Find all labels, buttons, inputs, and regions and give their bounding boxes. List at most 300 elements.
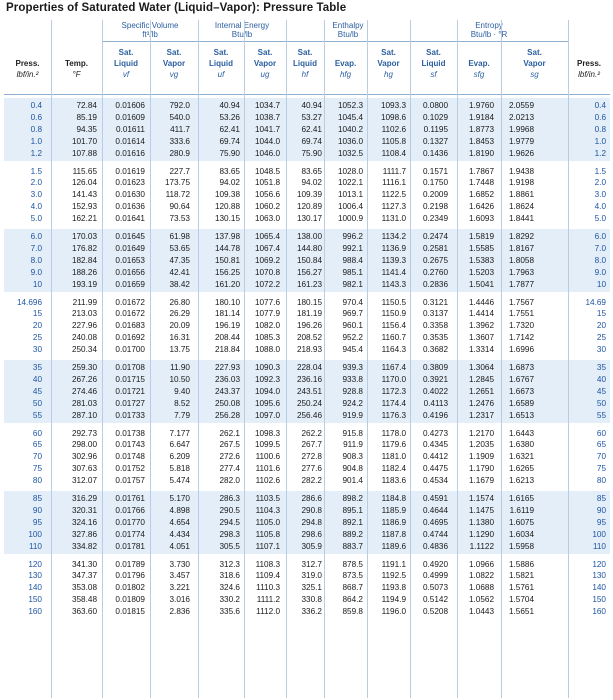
table-cell: 55 <box>596 410 606 420</box>
table-cell: 1.5704 <box>508 595 534 605</box>
table-cell: 1105.0 <box>255 517 280 527</box>
table-cell: 1.2 <box>594 148 606 158</box>
table-cell: 182.84 <box>71 255 97 265</box>
table-cell: 0.1571 <box>422 166 448 176</box>
table-cell: 0.01715 <box>115 374 145 384</box>
table-cell: 1.9184 <box>468 112 494 122</box>
table-row <box>4 112 610 123</box>
column-header-line: lbf/in.² <box>16 70 39 79</box>
table-cell: 0.1195 <box>423 124 448 134</box>
table-cell: 0.8 <box>30 124 42 134</box>
table-cell: 240.08 <box>71 333 97 343</box>
table-cell: 16.31 <box>169 333 190 343</box>
table-cell: 1111.7 <box>382 166 406 176</box>
column-header-line: hg <box>384 70 393 79</box>
table-cell: 1104.3 <box>255 505 280 515</box>
table-cell: 227.93 <box>214 363 240 372</box>
table-cell: 83.65 <box>219 166 240 176</box>
column-header-line: Temp. <box>65 59 88 68</box>
table-cell: 161.20 <box>214 279 240 289</box>
table-cell: 138.00 <box>296 232 322 241</box>
table-cell: 0.01611 <box>116 124 145 134</box>
table-cell: 1.7867 <box>468 166 494 176</box>
table-row <box>4 582 610 593</box>
table-cell: 1105.8 <box>255 529 280 539</box>
table-cell: 0.8 <box>594 124 606 134</box>
table-cell: 969.7 <box>342 309 363 319</box>
table-cell: 83.65 <box>301 166 322 176</box>
table-cell: 160 <box>592 607 606 617</box>
table-cell: 150.81 <box>214 255 240 265</box>
table-cell: 2.0213 <box>508 112 534 122</box>
table-cell: 1.0966 <box>468 559 494 569</box>
table-cell: 0.3137 <box>422 309 448 319</box>
table-cell: 1.5819 <box>468 232 494 241</box>
table-cell: 286.6 <box>301 494 322 503</box>
table-cell: 90 <box>596 505 606 515</box>
table-cell: 1093.3 <box>380 101 406 110</box>
table-cell: 1194.9 <box>381 595 406 605</box>
table-cell: 181.19 <box>296 309 322 319</box>
table-cell: 1.9968 <box>508 124 534 134</box>
column-header-line: Vapor <box>377 59 400 68</box>
table-cell: 1122.5 <box>381 190 406 200</box>
table-cell: 0.01683 <box>115 321 145 331</box>
table-cell: 62.41 <box>301 124 322 134</box>
table-cell: 1.8292 <box>508 232 534 241</box>
column-header-line: Evap. <box>468 59 490 68</box>
table-cell: 228.04 <box>296 363 322 372</box>
table-cell: 0.4 <box>594 101 606 110</box>
table-cell: 6.209 <box>169 452 190 462</box>
table-cell: 901.4 <box>342 476 363 486</box>
table-cell: 0.01645 <box>115 232 145 241</box>
table-cell: 1.8190 <box>468 148 494 158</box>
column-header-line: vf <box>122 70 130 79</box>
table-cell: 1044.0 <box>254 136 280 146</box>
table-cell: 1.7567 <box>508 297 534 307</box>
table-cell: 1032.5 <box>337 148 363 158</box>
column-header-line: Vapor <box>253 59 277 68</box>
table-cell: 1.2170 <box>468 428 494 438</box>
table-cell: 292.73 <box>71 428 97 438</box>
table-row <box>4 213 610 224</box>
table-cell: 126.04 <box>71 178 97 188</box>
table-cell: 1.8058 <box>508 255 534 265</box>
table-cell: 1111.2 <box>256 595 280 605</box>
table-cell: 540.0 <box>169 112 190 122</box>
steam-table <box>4 20 610 698</box>
table-cell: 0.01649 <box>115 243 145 253</box>
table-cell: 274.46 <box>71 386 97 396</box>
table-cell: 20.09 <box>169 321 190 331</box>
table-cell: 130 <box>28 571 42 581</box>
table-cell: 411.7 <box>170 124 190 134</box>
table-cell: 30 <box>596 345 606 355</box>
table-cell: 0.01708 <box>115 363 145 372</box>
table-cell: 80 <box>596 476 606 486</box>
table-cell: 928.8 <box>342 386 363 396</box>
column-header-line: Liquid <box>421 59 446 68</box>
table-cell: 0.2836 <box>422 279 448 289</box>
table-row <box>4 517 610 528</box>
table-cell: 137.98 <box>214 232 240 241</box>
table-cell: 895.1 <box>342 505 363 515</box>
table-cell: 0.3358 <box>422 321 448 331</box>
table-cell: 2.0 <box>594 178 606 188</box>
table-cell: 61.98 <box>169 232 190 241</box>
table-cell: 0.01802 <box>115 583 145 593</box>
table-cell: 1105.8 <box>381 136 406 146</box>
table-cell: 161.23 <box>296 279 322 289</box>
table-cell: 859.8 <box>342 607 363 617</box>
table-cell: 1189.6 <box>381 541 406 551</box>
table-cell: 970.4 <box>342 297 363 307</box>
column-header <box>102 47 150 80</box>
table-cell: 0.2198 <box>422 202 448 212</box>
header-bottom-rule <box>4 94 610 95</box>
table-cell: 15 <box>32 309 42 319</box>
table-cell: 1139.3 <box>381 255 406 265</box>
table-cell: 1.6213 <box>508 476 534 486</box>
table-cell: 42.41 <box>169 267 190 277</box>
table-cell: 305.5 <box>219 541 240 551</box>
column-header-line: Press. <box>15 59 40 68</box>
table-cell: 330.2 <box>219 595 240 605</box>
group-label: Specific Volume <box>121 21 179 30</box>
table-cell: 904.8 <box>342 464 363 474</box>
table-cell: 0.01614 <box>115 136 145 146</box>
table-cell: 1046.0 <box>254 148 280 158</box>
table-cell: 1.5203 <box>468 267 494 277</box>
column-header-line: sfg <box>473 70 485 79</box>
table-cell: 213.03 <box>71 309 97 319</box>
table-cell: 0.5142 <box>422 595 448 605</box>
table-cell: 1041.7 <box>254 124 280 134</box>
table-cell: 94.02 <box>301 178 322 188</box>
table-cell: 1.1790 <box>468 464 494 474</box>
table-cell: 162.21 <box>71 214 97 224</box>
table-cell: 908.3 <box>342 452 363 462</box>
table-cell: 1.8861 <box>508 190 534 200</box>
table-cell: 1.6513 <box>508 410 534 420</box>
table-cell: 0.4534 <box>422 476 448 486</box>
table-row <box>4 189 610 200</box>
table-cell: 130 <box>592 571 606 581</box>
table-cell: 1.7963 <box>508 267 534 277</box>
table-cell: 75 <box>32 464 42 474</box>
table-cell: 960.1 <box>342 321 363 331</box>
column-header-line: Liquid <box>293 59 317 68</box>
table-cell: 1063.0 <box>254 214 280 224</box>
table-cell: 1067.4 <box>254 243 280 253</box>
table-cell: 0.01692 <box>115 333 145 343</box>
table-cell: 0.01700 <box>115 345 145 355</box>
table-cell: 0.6 <box>30 112 42 122</box>
table-cell: 1.2 <box>30 148 42 158</box>
table-cell: 267.26 <box>71 374 97 384</box>
table-cell: 0.4345 <box>422 440 448 450</box>
table-cell: 1085.3 <box>254 333 280 343</box>
table-cell: 262.1 <box>219 428 240 438</box>
table-cell: 347.37 <box>71 571 97 581</box>
table-cell: 0.01761 <box>115 494 145 503</box>
table-row <box>4 100 610 111</box>
column-header-line: Sat. <box>118 48 134 57</box>
table-cell: 1051.8 <box>254 178 280 188</box>
table-cell: 1.2317 <box>468 410 494 420</box>
table-cell: 1.6996 <box>508 345 534 355</box>
table-cell: 25 <box>32 333 42 343</box>
table-cell: 1.9438 <box>508 166 534 176</box>
column-header-line <box>324 47 367 58</box>
table-cell: 325.1 <box>301 583 322 593</box>
table-cell: 0.01653 <box>115 255 145 265</box>
table-cell: 236.16 <box>296 374 322 384</box>
table-cell: 262.2 <box>301 428 322 438</box>
table-cell: 0.01743 <box>115 440 145 450</box>
table-cell: 1088.0 <box>254 345 280 355</box>
table-cell: 1.8624 <box>508 202 534 212</box>
column-header-line: hfg <box>339 70 352 79</box>
table-cell: 883.7 <box>342 541 363 551</box>
table-cell: 1.1122 <box>469 541 494 551</box>
group-label: Internal Energy <box>214 21 270 30</box>
table-cell: 5.170 <box>169 494 190 503</box>
table-cell: 1179.6 <box>381 440 406 450</box>
table-cell: 298.6 <box>301 529 322 539</box>
table-cell: 1191.1 <box>381 559 406 569</box>
table-cell: 0.4 <box>30 101 42 110</box>
table-cell: 305.9 <box>301 541 322 551</box>
table-cell: 8.52 <box>174 398 190 408</box>
column-header-line: °F <box>72 70 81 79</box>
table-cell: 0.2009 <box>422 190 448 200</box>
table-row <box>4 505 610 516</box>
table-title: Properties of Saturated Water (Liquid–Vapor): Pressure Table <box>6 2 347 14</box>
table-cell: 0.01672 <box>115 309 145 319</box>
table-cell: 1.6852 <box>468 190 494 200</box>
table-cell: 3.0 <box>594 190 606 200</box>
table-cell: 892.1 <box>342 517 363 527</box>
table-cell: 35 <box>596 363 606 372</box>
table-row <box>4 136 610 147</box>
table-cell: 72.84 <box>76 101 97 110</box>
table-cell: 1185.9 <box>381 505 406 515</box>
table-cell: 1184.8 <box>381 494 406 503</box>
column-divider <box>324 20 325 698</box>
table-cell: 130.15 <box>214 214 240 224</box>
table-cell: 0.01733 <box>115 410 145 420</box>
table-cell: 294.8 <box>301 517 322 527</box>
table-cell: 1077.6 <box>254 297 280 307</box>
table-cell: 982.1 <box>342 279 363 289</box>
table-cell: 0.4836 <box>422 541 448 551</box>
table-cell: 298.00 <box>71 440 97 450</box>
table-cell: 40.94 <box>301 101 322 110</box>
table-cell: 94.35 <box>76 124 97 134</box>
table-cell: 144.80 <box>296 243 322 253</box>
column-divider <box>367 20 368 698</box>
table-cell: 150 <box>592 595 606 605</box>
table-cell: 20 <box>32 321 42 331</box>
column-header <box>457 47 501 80</box>
table-cell: 144.78 <box>214 243 240 253</box>
table-cell: 188.26 <box>71 267 97 277</box>
table-cell: 10.50 <box>169 374 190 384</box>
table-cell: 1.2845 <box>468 374 494 384</box>
table-cell: 1150.9 <box>381 309 406 319</box>
table-cell: 0.01774 <box>115 529 145 539</box>
table-cell: 1.5651 <box>508 607 534 617</box>
table-cell: 40.94 <box>219 101 240 110</box>
table-cell: 1101.6 <box>255 464 280 474</box>
table-cell: 1065.4 <box>254 232 280 241</box>
table-cell: 250.24 <box>296 398 322 408</box>
column-header <box>51 47 102 80</box>
table-cell: 0.3809 <box>422 363 448 372</box>
table-row <box>4 493 610 504</box>
table-row <box>4 332 610 343</box>
table-cell: 1070.8 <box>254 267 280 277</box>
table-cell: 0.01727 <box>115 398 145 408</box>
table-cell: 1.8773 <box>468 124 494 134</box>
table-cell: 0.3121 <box>422 297 448 307</box>
table-cell: 1186.9 <box>381 517 406 527</box>
column-header-line <box>4 47 51 58</box>
column-header-line: Sat. <box>257 48 273 57</box>
table-cell: 65 <box>32 440 42 450</box>
table-row <box>4 344 610 355</box>
table-cell: 180.15 <box>296 297 322 307</box>
table-cell: 30 <box>32 345 42 355</box>
table-cell: 1036.0 <box>337 136 363 146</box>
table-cell: 1170.0 <box>381 374 406 384</box>
table-cell: 208.44 <box>214 333 240 343</box>
table-cell: 0.1327 <box>422 136 448 146</box>
table-cell: 985.1 <box>342 267 363 277</box>
table-cell: 80 <box>32 476 42 486</box>
table-cell: 0.01796 <box>115 571 145 581</box>
table-cell: 0.01809 <box>115 595 145 605</box>
table-row <box>4 594 610 605</box>
table-cell: 272.6 <box>219 452 240 462</box>
table-cell: 3.730 <box>169 559 190 569</box>
column-header-line: ug <box>260 70 270 79</box>
column-divider <box>286 20 287 698</box>
table-cell: 1095.6 <box>254 398 280 408</box>
table-row <box>4 177 610 188</box>
table-cell: 65 <box>596 440 606 450</box>
table-cell: 1052.3 <box>337 101 363 110</box>
table-cell: 256.46 <box>296 410 322 420</box>
table-cell: 0.01656 <box>115 267 145 277</box>
table-cell: 173.75 <box>164 178 190 188</box>
table-cell: 277.6 <box>301 464 322 474</box>
table-cell: 1141.4 <box>381 267 406 277</box>
table-cell: 26.80 <box>169 297 190 307</box>
column-header-line <box>568 47 610 58</box>
table-row <box>4 308 610 319</box>
table-cell: 1.7551 <box>508 309 534 319</box>
table-cell: 1.9779 <box>508 136 534 146</box>
table-cell: 0.2474 <box>422 232 448 241</box>
table-cell: 250.08 <box>214 398 240 408</box>
table-row <box>4 451 610 462</box>
column-divider <box>501 20 502 698</box>
table-cell: 336.2 <box>301 607 322 617</box>
table-cell: 1.8441 <box>508 214 534 224</box>
table-row <box>4 463 610 474</box>
table-cell: 14.696 <box>16 297 42 307</box>
table-cell: 75.90 <box>219 148 240 158</box>
table-cell: 1098.6 <box>380 112 406 122</box>
table-cell: 4.654 <box>169 517 190 527</box>
table-cell: 250.34 <box>71 345 97 355</box>
table-cell: 1131.0 <box>381 214 406 224</box>
table-cell: 1.6119 <box>509 505 534 515</box>
table-cell: 1048.5 <box>254 166 280 176</box>
table-cell: 40 <box>32 374 42 384</box>
table-cell: 324.6 <box>219 583 240 593</box>
table-cell: 1.0688 <box>468 583 494 593</box>
table-cell: 1164.3 <box>381 345 406 355</box>
table-cell: 181.14 <box>214 309 240 319</box>
table-cell: 1.9626 <box>508 148 534 158</box>
table-cell: 0.01609 <box>115 112 145 122</box>
table-cell: 1.0 <box>594 136 606 146</box>
table-cell: 1.5821 <box>508 571 534 581</box>
table-cell: 0.01815 <box>115 607 145 617</box>
table-cell: 8.0 <box>594 255 606 265</box>
table-row <box>4 267 610 278</box>
table-cell: 0.01738 <box>115 428 145 438</box>
table-cell: 14.69 <box>585 297 606 307</box>
table-cell: 109.38 <box>214 190 240 200</box>
table-cell: 1.5958 <box>508 541 534 551</box>
table-row <box>4 559 610 570</box>
table-cell: 302.96 <box>71 452 97 462</box>
table-cell: 1038.7 <box>254 112 280 122</box>
table-cell: 1.1290 <box>468 529 494 539</box>
table-cell: 227.7 <box>169 166 190 176</box>
table-cell: 320.31 <box>71 505 97 515</box>
table-cell: 1.5 <box>594 166 606 176</box>
table-cell: 1.5761 <box>508 583 534 593</box>
table-cell: 0.2581 <box>422 243 448 253</box>
table-cell: 90.64 <box>169 202 190 212</box>
table-cell: 156.27 <box>296 267 322 277</box>
column-header-line: Sat. <box>426 48 441 57</box>
table-cell: 13.75 <box>169 345 190 355</box>
column-header-line: Vapor <box>162 59 186 68</box>
table-cell: 0.01659 <box>115 279 145 289</box>
column-header-line: Sat. <box>213 48 229 57</box>
table-cell: 1.0 <box>30 136 42 146</box>
table-cell: 176.82 <box>71 243 97 253</box>
table-cell: 282.0 <box>219 476 240 486</box>
table-cell: 1092.3 <box>254 374 280 384</box>
table-cell: 0.5073 <box>422 583 448 593</box>
table-cell: 53.65 <box>169 243 190 253</box>
table-cell: 1193.8 <box>381 583 406 593</box>
table-cell: 1.7877 <box>508 279 534 289</box>
table-cell: 1.9760 <box>468 101 494 110</box>
column-header-line: Sat. <box>297 48 313 57</box>
table-cell: 1.3607 <box>468 333 494 343</box>
table-cell: 1112.0 <box>256 607 280 617</box>
table-cell: 3.016 <box>169 595 190 605</box>
